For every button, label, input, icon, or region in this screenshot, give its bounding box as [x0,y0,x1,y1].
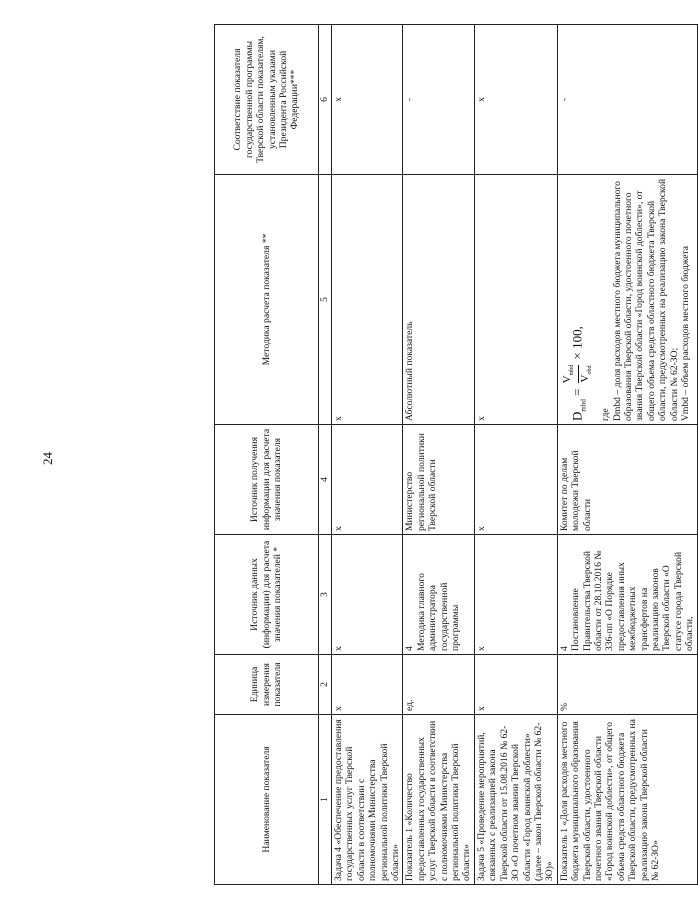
header-compliance: Соответствие показателя государственной программы Тверской области показателям, установленным указами Президента Российской Федерации*** [215,25,319,175]
cell-source-info: Министерство региональной политики Тверской области [403,425,474,535]
header-name: Наименование показателя [215,715,319,885]
col-number: 4 [319,425,332,535]
column-number-row [319,25,332,885]
table-header-row [215,25,319,885]
indicator-table [214,24,698,885]
table-row [332,25,403,885]
cell-unit: х [474,655,557,715]
cell-source-info: Комитет по делам молодежи Тверской области [557,425,697,535]
cell-compliance: - [403,25,474,175]
cell-name: Задача 5 «Проведение мероприятий, связанных с реализацией закона Тверской области от 15.08.2016 № 62-ЗО «О почетном звании Тверской области «Город воинской доблести» (далее – закон Тверской области № 62-ЗО)» [474,715,557,885]
formula-numerator: V [560,375,573,384]
header-source-info: Источник получения информации для расчета значения показателя [215,425,319,535]
header-method: Методика расчета показателя ** [215,175,319,425]
cell-unit: % [557,655,697,715]
header-source-data: Источник данных (информации) для расчета значения показателей * [215,535,319,655]
formula: $D_{mbd}$ = $V_{mbd}$ $V_{obd}$ × 100, [559,178,600,421]
col-number: 3 [319,535,332,655]
cell-source-data: х [474,535,557,655]
col-number: 1 [319,715,332,885]
cell-method [557,175,697,425]
formula-tail: × 100, [569,326,585,360]
cell-method: Абсолютный показатель [403,175,474,425]
cell-compliance: - [557,25,697,175]
table-row [557,25,697,885]
cell-name: Показатель 1 «Количество предоставленных государственных услуг Тверской области в соответствии с полномочиями Министерства региональной политики Тверской области» [403,715,474,885]
table-row [403,25,474,885]
cell-compliance: х [332,25,403,175]
cell-unit: ед. [403,655,474,715]
cell-source-info: х [332,425,403,535]
formula-denominator-sub: obd [587,365,594,375]
header-unit: Единица измерения показателя [215,655,319,715]
formula-numerator-sub: mbd [568,364,575,376]
col-number: 2 [319,655,332,715]
cell-method: х [474,175,557,425]
cell-method: х [332,175,403,425]
cell-source-data: 4 Постановление Правительства Тверской области от 28.10.2016 № 336-пп «О Порядке предоставления иных межбюджетных трансфертов на реализацию законов Тверской области «О статусе города Тверской области, [557,535,697,655]
formula-lhs-sub: mbd [578,399,587,412]
formula-denominator: V [578,374,591,383]
cell-source-info: х [474,425,557,535]
formula-lhs: D [569,411,585,421]
cell-source-data: х [332,535,403,655]
method-explanation: где Dmbd – доля расходов местного бюджета муниципального образования Тверской области, удостоенного почетного звания Тверской области «Город воинской доблести», от общего объема средств областного бюджета Тверской области, предусмотренных на реализацию закона Тверской области № 62-ЗО; Vmbd – объем расходов местного бюджета [600,178,691,421]
col-number: 5 [319,175,332,425]
formula-fraction [561,365,596,384]
page-number: 24 [40,452,55,465]
indicator-table-rotated [214,25,694,885]
col-number: 6 [319,25,332,175]
cell-compliance: х [474,25,557,175]
cell-name: Показатель 1 «Доля расходов местного бюджета муниципального образования Тверской области, удостоенного почетного звания Тверской области «Город воинской доблести», от общего объема средств областного бюджета Тверской области, предусмотренных на реализацию закона Тверской области № 62-ЗО» [557,715,697,885]
cell-unit: х [332,655,403,715]
cell-name: Задача 4 «Обеспечение предоставления государственных услуг Тверской области в соответствии с полномочиями Министерства региональной политики Тверской области» [332,715,403,885]
cell-source-data: 4 Методика главного администратора государственной программы [403,535,474,655]
table-row [474,25,557,885]
